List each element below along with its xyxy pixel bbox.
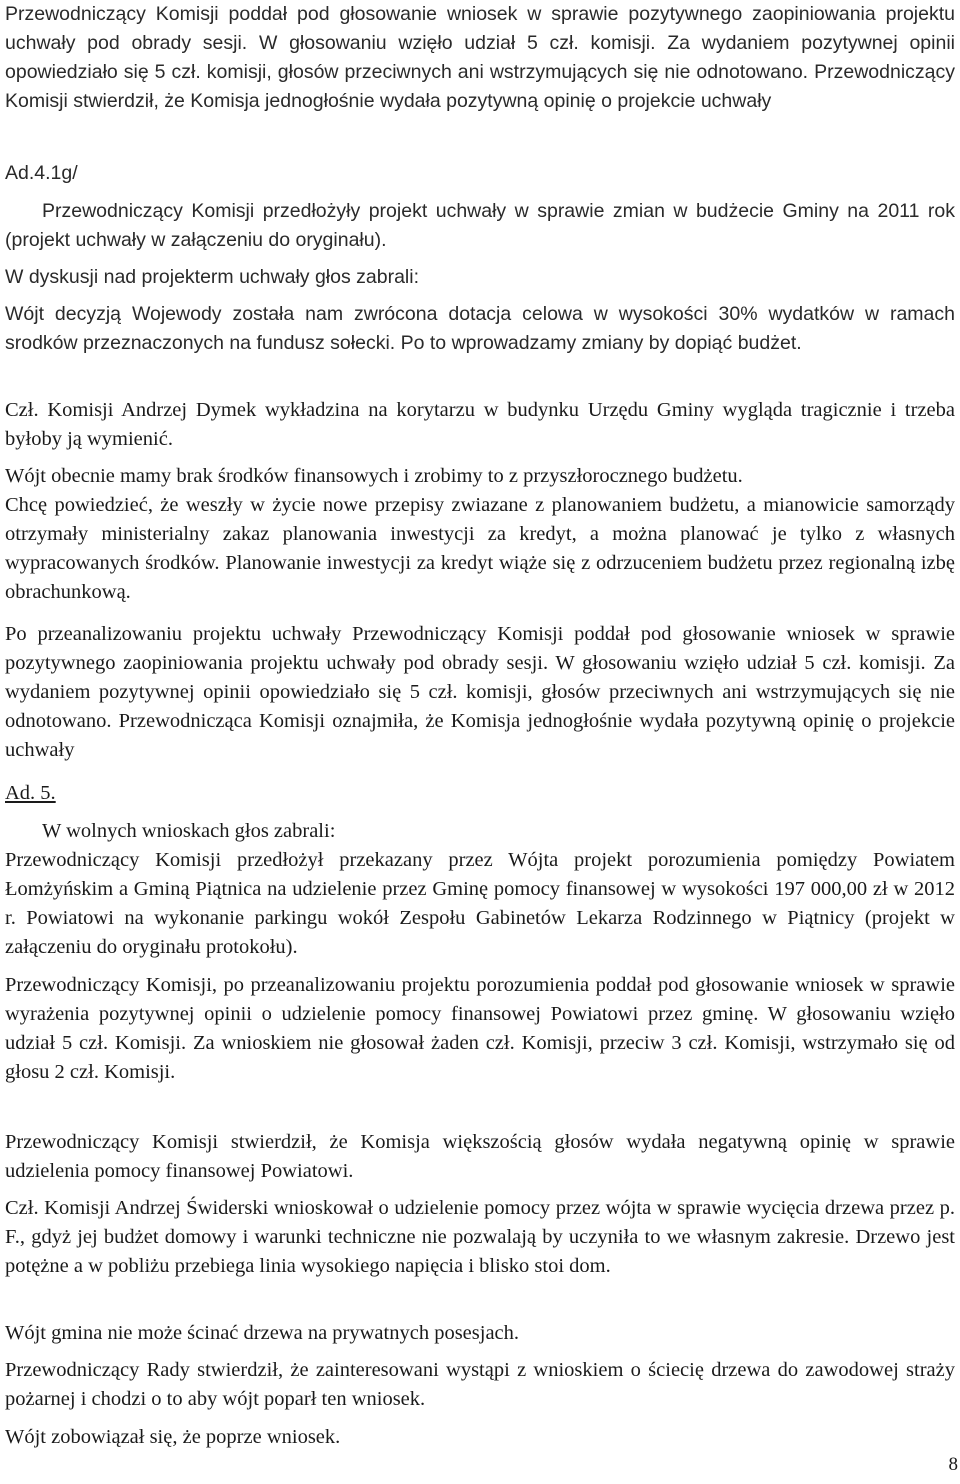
paragraph-fire-brigade: Przewodniczący Rady stwierdził, że zainteresowani wystąpi z wnioskiem o ściecię drzewa do zawodowej straży pożarnej i chodzi o to aby wójt poparł ten wniosek. [5,1359,955,1410]
paragraph-discussion-intro: W dyskusji nad projekterm uchwały głos zabrali: [5,266,419,288]
paragraph-vote-summary: Przewodniczący Komisji poddał pod głosowanie wniosek w sprawie pozytywnego zaopiniowania projektu uchwały pod obrady sesji. W głosowaniu wzięło udział 5 czł. komisji. Za wydaniem pozytywnej opinii opowiedziało się 5 czł. komisji, głosów przeciwnych ani wstrzymujących się nie odnotowano. Przewodniczący Komisji stwierdził, że Komisja jednogłośnie wydała pozytywną opinię o projekcie uchwały [5,3,955,112]
paragraph-wojt-funds: Wójt obecnie mamy brak środków finansowych i zrobimy to z przyszłorocznego budżetu. [5,465,743,487]
agenda-item-heading-5: Ad. 5. [5,782,56,804]
paragraph-dymek-statement: Czł. Komisji Andrzej Dymek wykładzina na korytarzu w budynku Urzędu Gminy wygląda tragicznie i trzeba byłoby ją wymienić. [5,399,955,450]
paragraph-free-motions-intro: W wolnych wnioskach głos zabrali: [42,820,336,842]
agenda-item-heading: Ad.4.1g/ [5,162,78,184]
paragraph-wojt-statement: Wójt decyzją Wojewody została nam zwrócona dotacja celowa w wysokości 30% wydatków w ramach srodków przeznaczonych na fundusz sołecki. Po to wprowadzamy zmiany by dopiąć budżet. [5,303,955,354]
paragraph-budget-resolution: Przewodniczący Komisji przedłożyły projekt uchwały w sprawie zmian w budżecie Gminy na 2011 rok (projekt uchwały w załączeniu do oryginału). [5,200,955,251]
paragraph-agreement-project: Przewodniczący Komisji przedłożył przekazany przez Wójta projekt porozumienia pomiędzy Powiatem Łomżyńskim a Gminą Piątnica na udzielenie przez Gminę pomocy finansowej w wysokości 197 000,00 zł w 2012 r. Powiatowi na wykonanie parkingu wokół Zespołu Gabinetów Lekarza Rodzinnego w Piątnicy (projekt w załączeniu do oryginału protokołu). [5,849,955,958]
paragraph-negative-opinion: Przewodniczący Komisji stwierdził, że Komisja większością głosów wydała negatywną opinię w sprawie udzielenia pomocy finansowej Powiatowi. [5,1131,955,1182]
paragraph-new-regulations: Chcę powiedzieć, że weszły w życie nowe przepisy zwiazane z planowaniem budżetu, a mianowicie samorządy otrzymały ministerialny zakaz planowania inwestycji za kredyt, a można planować je tylko z własnych wypracowanych środków. Planowanie inwestycji za kredyt wiąże się z odrzuceniem budżetu przez regionalną izbę obrachunkową. [5,494,955,603]
paragraph-agreement-vote: Przewodniczący Komisji, po przeanalizowaniu projektu porozumienia poddał pod głosowanie wniosek w sprawie wyrażenia pozytywnej opinii o udzielenie pomocy finansowej Powiatowi przez gminę. W głosowaniu wzięło udział 5 czł. Komisji. Za wnioskiem nie głosował żaden czł. Komisji, przeciw 3 czł. Komisji, wstrzymało się od głosu 2 czł. Komisji. [5,974,955,1083]
paragraph-wojt-commitment: Wójt zobowiązał się, że poprze wniosek. [5,1426,341,1448]
page-number: 8 [948,1454,958,1475]
paragraph-tree-request: Czł. Komisji Andrzej Świderski wnioskował o udzielenie pomocy przez wójta w sprawie wycięcia drzewa przez p. F., gdyż jej budżet domowy i warunki techniczne nie pozwalają by uczyniła to we własnym zakresie. Drzewo jest potężne a w pobliżu przebiega linia wysokiego napięcia i blisko stoi dom. [5,1197,955,1277]
paragraph-second-vote: Po przeanalizowaniu projektu uchwały Przewodniczący Komisji poddał pod głosowanie wniosek w sprawie pozytywnego zaopiniowania projektu uchwały pod obrady sesji. W głosowaniu wzięło udział 5 czł. komisji. Za wydaniem pozytywnej opinii opowiedziało się 5 czł. komisji, głosów przeciwnych ani wstrzymujących się nie odnotowano. Przewodnicząca Komisji oznajmiła, że Komisja jednogłośnie wydała pozytywną opinię o projekcie uchwały [5,623,955,761]
paragraph-wojt-trees: Wójt gmina nie może ścinać drzewa na prywatnych posesjach. [5,1322,520,1344]
